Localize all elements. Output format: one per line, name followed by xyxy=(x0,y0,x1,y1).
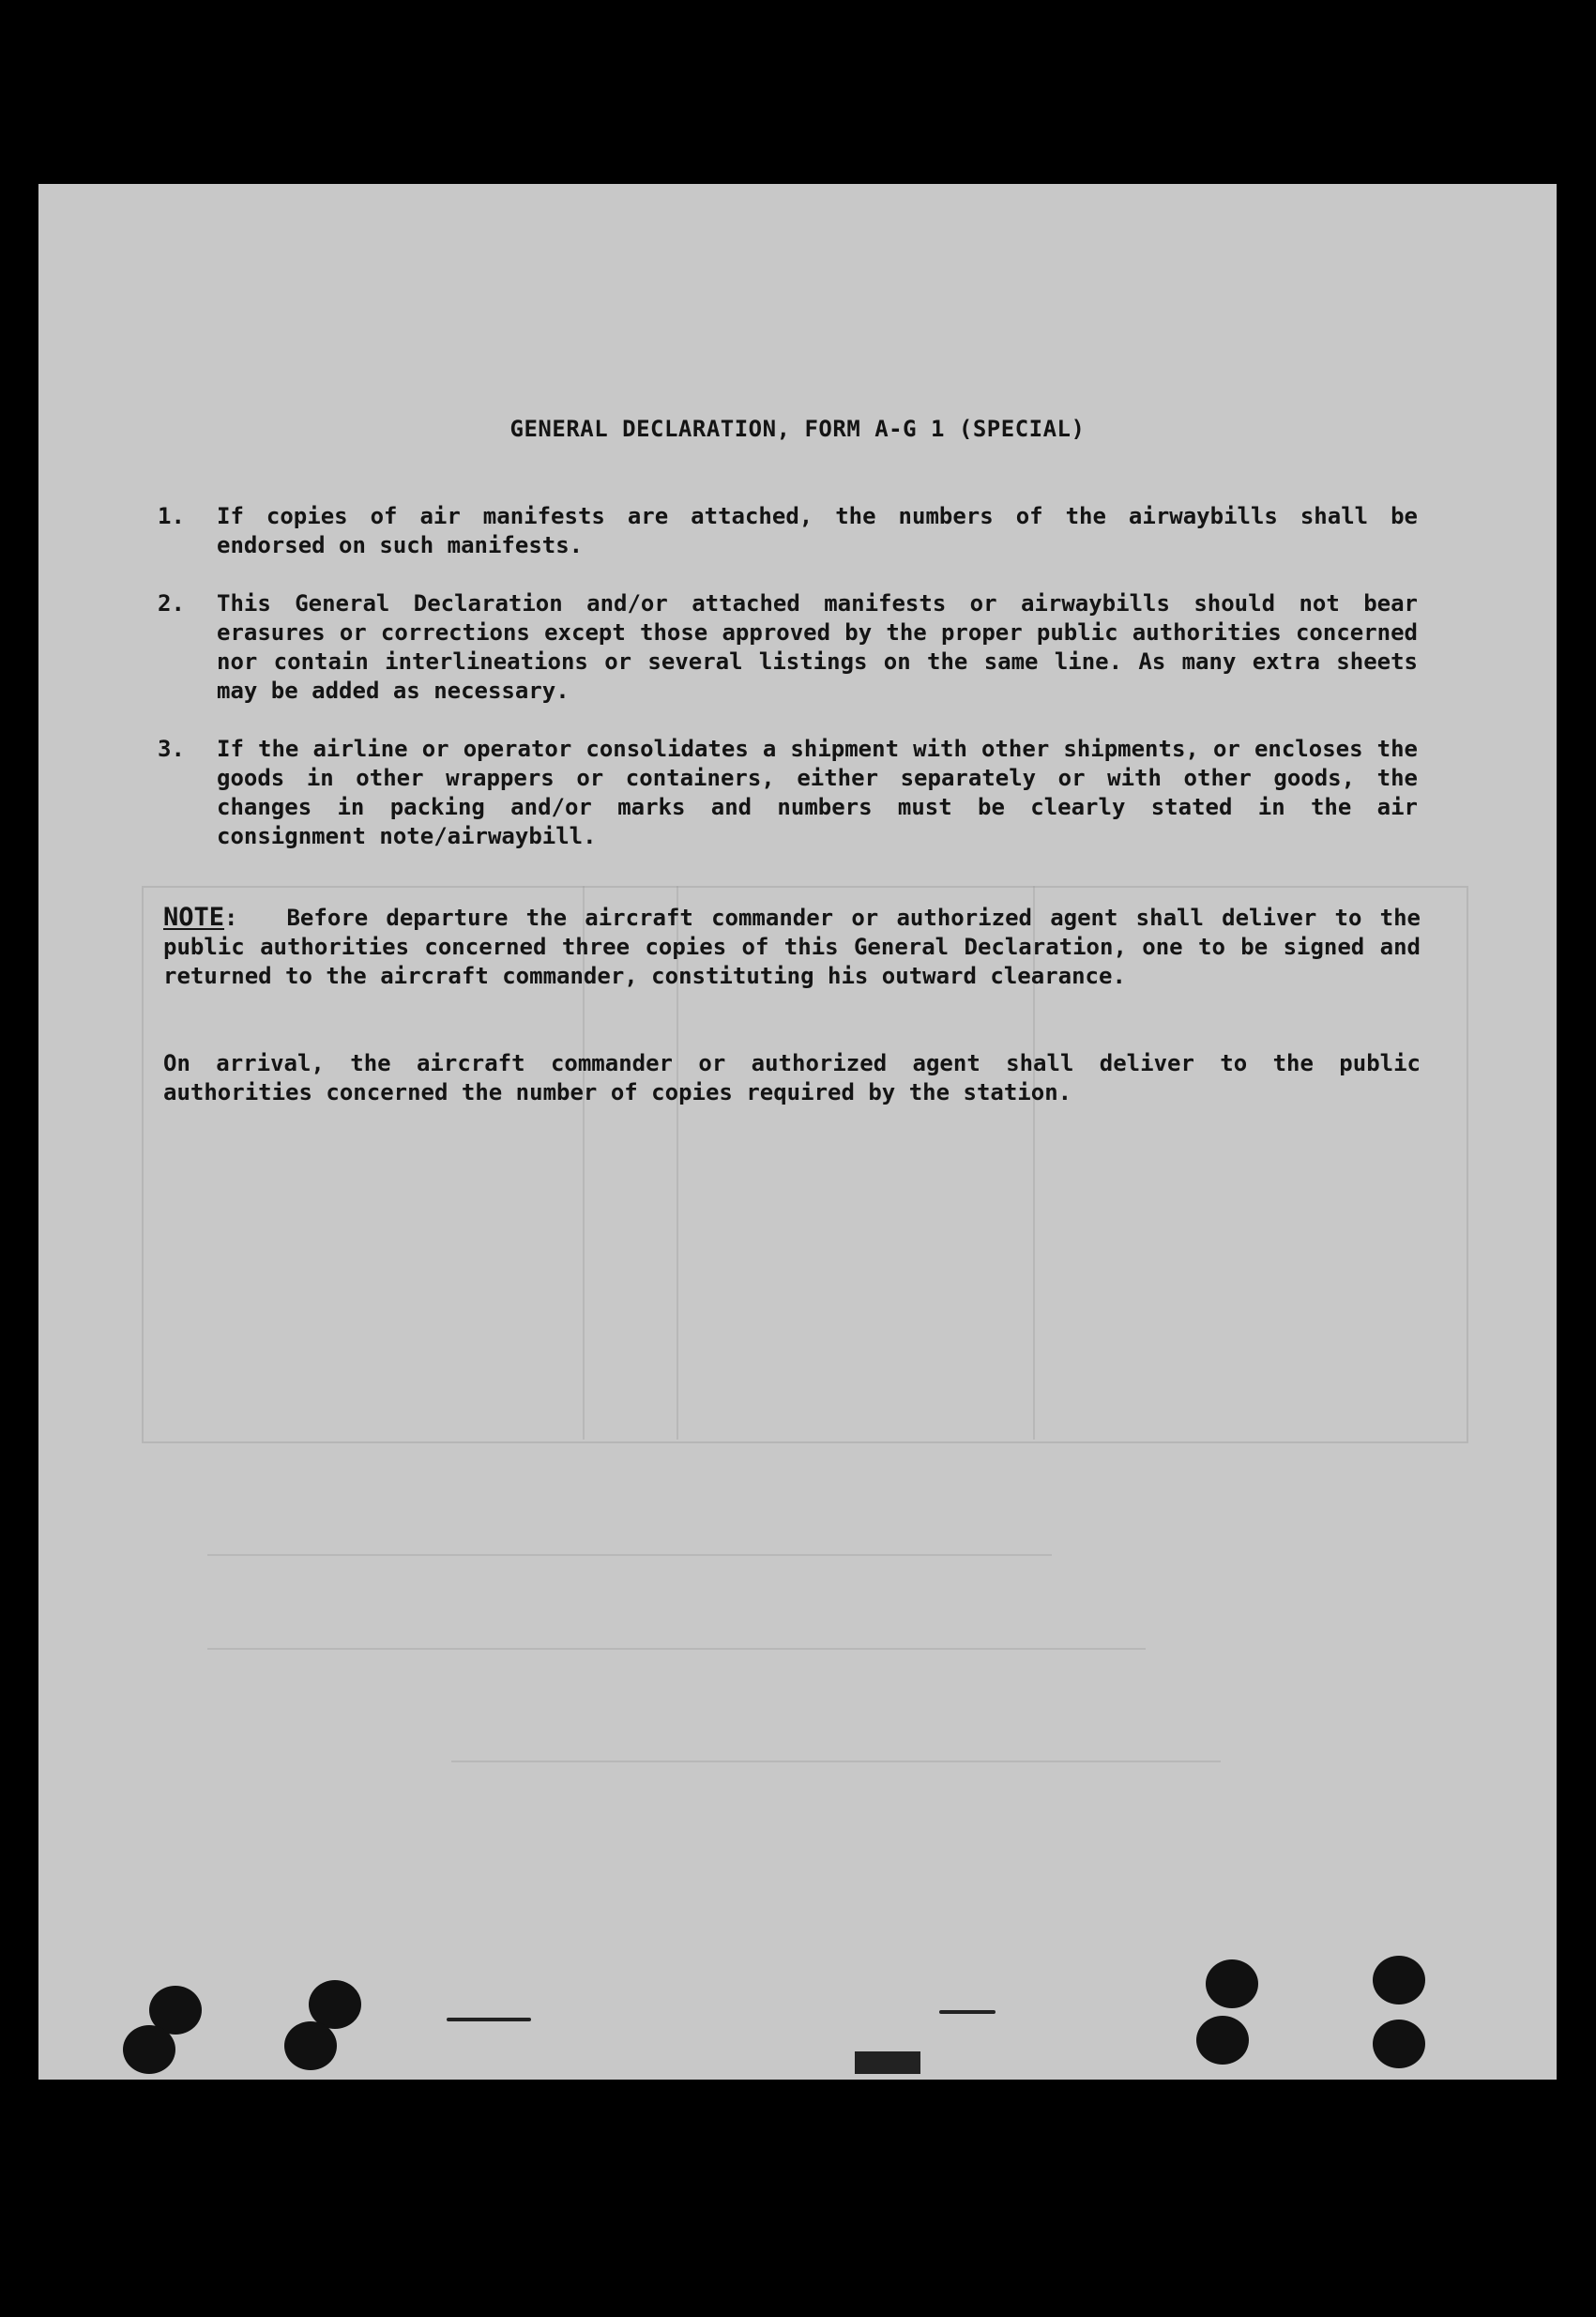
punch-hole xyxy=(123,2025,175,2074)
item-number: 1. xyxy=(158,503,185,529)
note-paragraph xyxy=(163,903,1421,991)
arrival-paragraph: On arrival, the aircraft commander or authorized agent shall deliver to the public authorities concerned the number of copies required by the station. xyxy=(163,1050,1421,1105)
punch-hole xyxy=(1206,1959,1258,2008)
note-label: NOTE xyxy=(163,903,225,932)
item-text: If the airline or operator consolidates a shipment with other shipments, or encloses the goods in other wrappers or containers, either separately or with other goods, the changes in packing and/or marks and numbers must be clearly stated in the air consignment note/airwaybill. xyxy=(217,736,1418,849)
note-colon: : xyxy=(224,905,238,931)
punch-hole xyxy=(1196,2016,1249,2065)
document-title: GENERAL DECLARATION, FORM A-G 1 (SPECIAL) xyxy=(509,416,1086,442)
item-text: If copies of air manifests are attached, the numbers of the airwaybills shall be endorsed on such manifests. xyxy=(217,503,1418,558)
paper-speck xyxy=(939,2010,996,2014)
note-text: Before departure the aircraft commander or authorized agent shall deliver to the public authorities concerned three copies of this General Declaration, one to be signed and returned to the aircraft commander, constituting his outward clearance. xyxy=(163,905,1421,989)
punch-hole xyxy=(1373,1956,1425,2005)
paper-speck xyxy=(447,2018,531,2021)
punch-hole xyxy=(1373,2020,1425,2068)
paper-tear xyxy=(855,2051,920,2074)
document-body xyxy=(38,184,1557,2080)
punch-hole xyxy=(284,2021,337,2070)
item-text: This General Declaration and/or attached manifests or airwaybills should not bear erasures or corrections except those approved by the proper public authorities concerned nor contain interlineations or several listings on the same line. As many extra sheets may be added as necessary. xyxy=(217,590,1418,704)
item-number: 2. xyxy=(158,590,185,617)
document-page xyxy=(38,184,1557,2080)
item-number: 3. xyxy=(158,736,185,762)
